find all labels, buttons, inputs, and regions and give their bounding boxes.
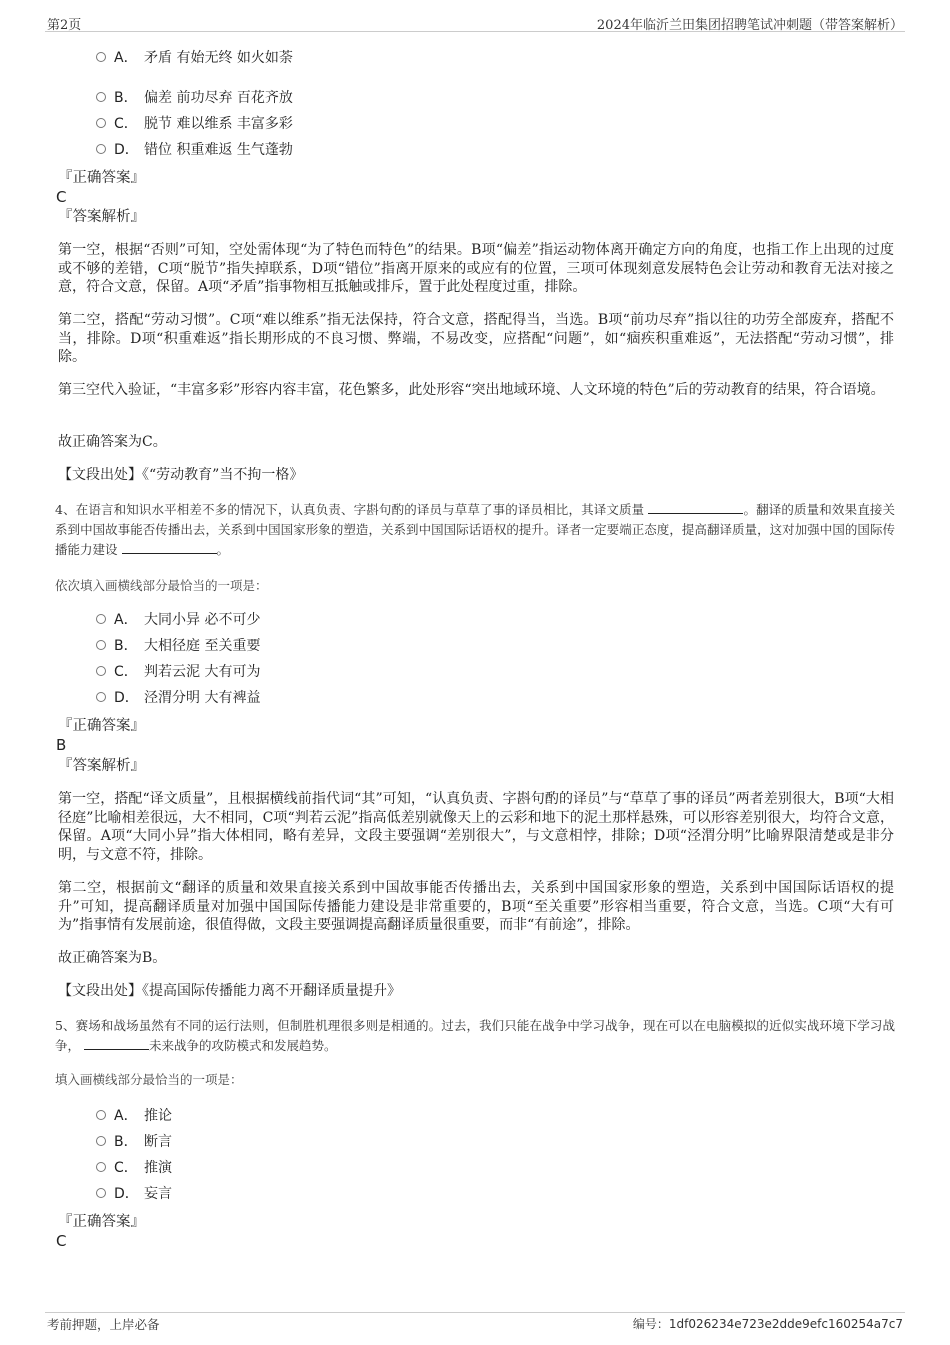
q3-option-d[interactable]: D． 错位 积重难返 生气蓬勃 [96,140,293,160]
q4-analysis-paragraph: 第一空，搭配“译文质量”，且根据横线前指代词“其”可知，“认真负责、字斟句酌的译员”与“草草了事的译员”两者差别很大，B项“大相径庭”比喻相差很远，大不相同，C项“判若云泥”指高低差别就像天上的云彩和地下的泥土那样悬殊，可以形容差别很大，均符合文意，保留。A项“大同小异”指大体相同，略有差异，文段主要强调“差别很大”，与文意相悖，排除；D项“泾渭分明”比喻界限清楚或是非分明，与文意不符，排除。 [58,791,894,863]
q4-conclusion: 故正确答案为B。 [58,950,167,966]
radio-icon[interactable] [96,1110,106,1120]
radio-icon[interactable] [96,52,106,62]
radio-icon[interactable] [96,1188,106,1198]
q4-answer: B [56,736,67,754]
q4-option-d[interactable]: D． 泾渭分明 大有裨益 [96,688,260,708]
q5-option-d[interactable]: D． 妄言 [96,1184,172,1204]
radio-icon[interactable] [96,92,106,102]
document-title: 2024年临沂兰田集团招聘笔试冲刺题（带答案解析） [596,18,903,33]
q4-instruction: 依次填入画横线部分最恰当的一项是： [55,578,268,593]
radio-icon[interactable] [96,614,106,624]
q5-option-a[interactable]: A． 推论 [96,1106,172,1126]
q4-analysis-label: 『答案解析』 [58,758,145,774]
radio-icon[interactable] [96,118,106,128]
radio-icon[interactable] [96,144,106,154]
page-number: 第2页 [47,18,82,33]
radio-icon[interactable] [96,692,106,702]
q3-option-b[interactable]: B． 偏差 前功尽弃 百花齐放 [96,88,293,108]
page-header [45,13,905,32]
q3-analysis-label: 『答案解析』 [58,209,145,225]
q3-analysis-paragraph: 第二空，搭配“劳动习惯”。C项“难以维系”指无法保持，符合文意，搭配得当，当选。B项“前功尽弃”指以往的功劳全部废弃，搭配不当，排除。D项“积重难返”指长期形成的不良习惯、弊端，不易改变，应搭配“问题”，如“痼疾积重难返”，无法搭配“劳动习惯”，排除。 [58,312,894,365]
footer-slogan: 考前押题，上岸必备 [47,1317,160,1332]
radio-icon[interactable] [96,1136,106,1146]
q4-option-c[interactable]: C． 判若云泥 大有可为 [96,662,260,682]
q3-option-c[interactable]: C． 脱节 难以维系 丰富多彩 [96,114,293,134]
radio-icon[interactable] [96,666,106,676]
q3-analysis-paragraph: 第三空代入验证，“丰富多彩”形容内容丰富，花色繁多，此处形容“突出地域环境、人文环境的特色”后的劳动教育的结果，符合语境。 [58,382,885,398]
radio-icon[interactable] [96,1162,106,1172]
q5-option-c[interactable]: C． 推演 [96,1158,172,1178]
q5-stem: 5、赛场和战场虽然有不同的运行法则，但制胜机理很多则是相通的。过去，我们只能在战争中学习战争，现在可以在电脑模拟的近似实战环境下学习战争， 未来战争的攻防模式和发展趋势。 [55,1018,895,1053]
q3-source: 【文段出处】《“劳动教育”当不拘一格》 [58,467,304,483]
q5-instruction: 填入画横线部分最恰当的一项是： [55,1072,243,1087]
radio-icon[interactable] [96,640,106,650]
q4-source: 【文段出处】《提高国际传播能力离不开翻译质量提升》 [58,983,401,999]
q3-answer-label: 『正确答案』 [58,170,145,186]
blank-line [648,501,743,514]
q4-stem: 4、在语言和知识水平相差不多的情况下，认真负责、字斟句酌的译员与草草了事的译员相比，其译文质量 。翻译的质量和效果直接关系到中国故事能否传播出去，关系到中国国家形象的塑造，关系到中国国际话语权的提升。译者一定要端正态度，提高翻译质量，这对加强中国的国际传播能力建设 。 [55,502,895,557]
q5-option-b[interactable]: B． 断言 [96,1132,172,1152]
blank-line [84,1037,149,1050]
q4-answer-label: 『正确答案』 [58,718,145,734]
blank-line [122,541,217,554]
q3-option-a[interactable]: A． 矛盾 有始无终 如火如荼 [96,48,293,68]
q4-analysis-paragraph: 第二空，根据前文“翻译的质量和效果直接关系到中国故事能否传播出去，关系到中国国家形象的塑造，关系到中国国际话语权的提升”可知，提高翻译质量对加强中国国际传播能力建设是非常重要的，B项“至关重要”形容相当重要，符合文意，当选。C项“大有可为”指事情有发展前途，很值得做，文段主要强调提高翻译质量很重要，而非“有前途”，排除。 [58,880,894,933]
page-footer [45,1312,905,1331]
q3-analysis-paragraph: 第一空，根据“否则”可知，空处需体现“为了特色而特色”的结果。B项“偏差”指运动物体离开确定方向的角度，也指工作上出现的过度或不够的差错，C项“脱节”指失掉联系，D项“错位”指离开原来的或应有的位置，三项可体现刻意发展特色会让劳动和教育无法对接之意，符合文意，保留。A项“矛盾”指事物相互抵触或排斥，置于此处程度过重，排除。 [58,242,894,295]
q3-answer: C [56,188,67,206]
q3-conclusion: 故正确答案为C。 [58,434,167,450]
q4-option-b[interactable]: B． 大相径庭 至关重要 [96,636,260,656]
q5-answer: C [56,1232,67,1250]
q5-answer-label: 『正确答案』 [58,1214,145,1230]
document-code: 编号：1df026234e723e2dde9efc160254a7c7 [632,1317,903,1331]
q4-option-a[interactable]: A． 大同小异 必不可少 [96,610,260,630]
